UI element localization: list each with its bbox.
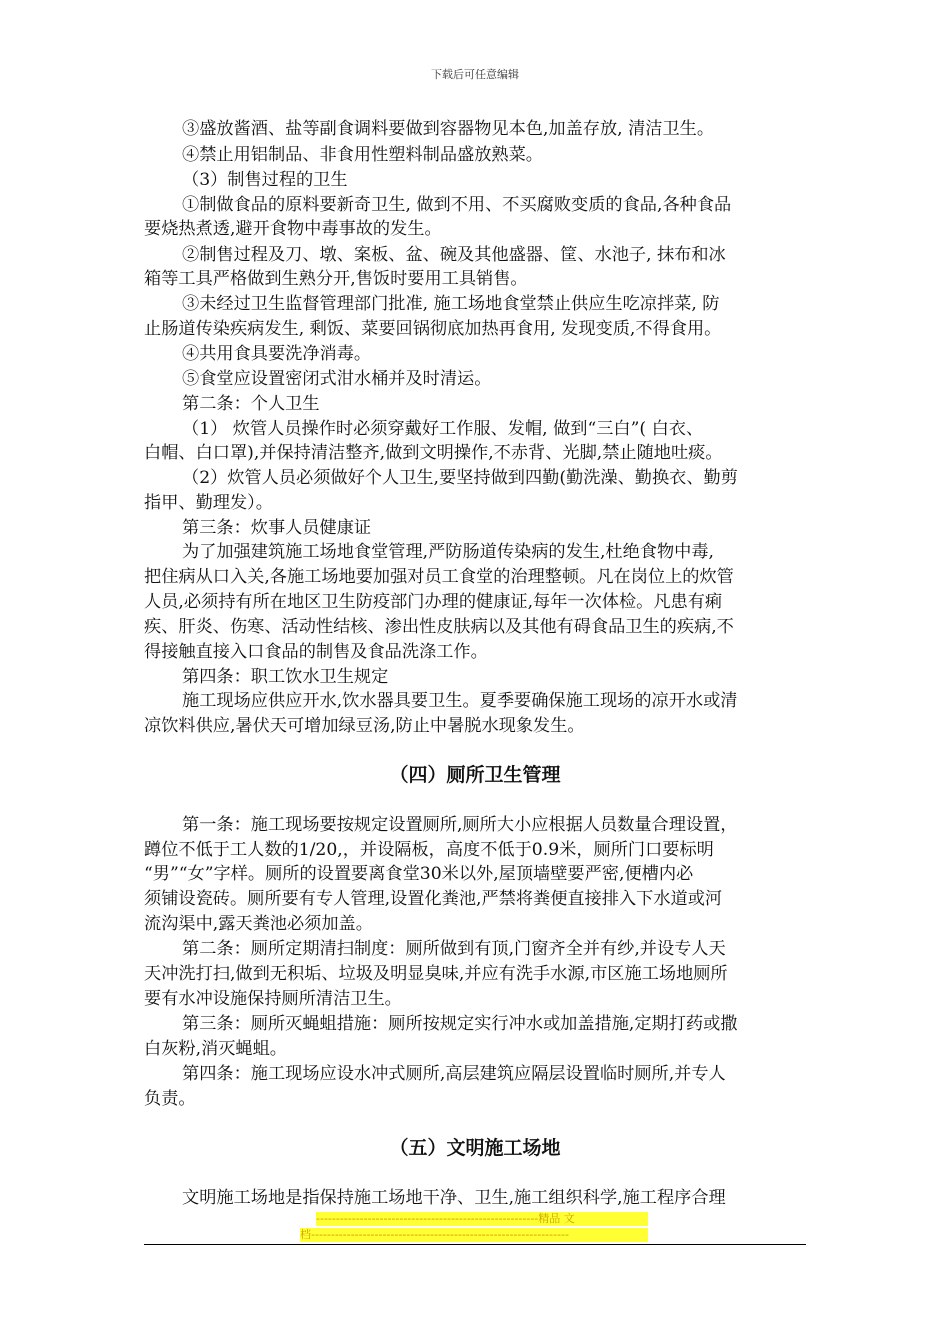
paragraph-line: ④禁止用铝制品、非食用性塑料制品盛放熟菜。 bbox=[182, 145, 543, 165]
paragraph-line: 文明施工场地是指保持施工场地干净、卫生,施工组织科学,施工程序合理 bbox=[182, 1188, 726, 1208]
paragraph-line: ③未经过卫生监督管理部门批准, 施工场地食堂禁止供应生吃凉拌菜, 防 bbox=[182, 294, 720, 314]
paragraph-line: 须铺设瓷砖。厕所要有专人管理,设置化粪池,严禁将粪便直接排入下水道或河 bbox=[144, 889, 723, 909]
paragraph-line: ①制做食品的原料要新奇卫生, 做到不用、不买腐败变质的食品,各种食品 bbox=[182, 195, 732, 215]
section-heading: （五）文明施工场地 bbox=[389, 1137, 561, 1159]
paragraph-line: （3）制售过程的卫生 bbox=[182, 170, 348, 190]
paragraph-line: 为了加强建筑施工场地食堂管理,严防肠道传染病的发生,杜绝食物中毒, bbox=[182, 542, 715, 562]
paragraph-line: 箱等工具严格做到生熟分开,售饭时要用工具销售。 bbox=[144, 269, 528, 289]
paragraph-line: 白灰粉,消灭蝇蛆。 bbox=[144, 1039, 287, 1059]
paragraph-line: ④共用食具要洗净消毒。 bbox=[182, 344, 372, 364]
paragraph-line: ⑤食堂应设置密闭式泔水桶并及时清运。 bbox=[182, 369, 492, 389]
footer-watermark-line-1: --------------------------------------------------------精品 文 bbox=[316, 1212, 648, 1226]
paragraph-line: 指甲、勤理发）。 bbox=[144, 493, 273, 513]
paragraph-line: 得接触直接入口食品的制售及食品洗涤工作。 bbox=[144, 642, 488, 662]
paragraph-line: 白帽、白口罩),并保持清洁整齐,做到文明操作,不赤背、光脚,禁止随地吐痰。 bbox=[144, 443, 723, 463]
page-header: 下载后可任意编辑 bbox=[431, 68, 519, 81]
paragraph-line: 负责。 bbox=[144, 1089, 196, 1109]
paragraph-line: （2）炊管人员必须做好个人卫生,要坚持做到四勤(勤洗澡、勤换衣、勤剪 bbox=[182, 468, 738, 488]
paragraph-line: 第二条：厕所定期清扫制度：厕所做到有顶,门窗齐全并有纱,并设专人天 bbox=[182, 939, 726, 959]
paragraph-line: 要有水冲设施保持厕所清洁卫生。 bbox=[144, 989, 402, 1009]
paragraph-line: 疾、肝炎、伤寒、活动性结核、渗出性皮肤病以及其他有碍食品卫生的疾病,不 bbox=[144, 617, 734, 637]
paragraph-line: 止肠道传染疾病发生, 剩饭、菜要回锅彻底加热再食用, 发现变质,不得食用。 bbox=[144, 319, 722, 339]
paragraph-line: “男”“女”字样。厕所的设置要离食堂30米以外,屋顶墙壁要严密,便槽内必 bbox=[144, 864, 694, 884]
paragraph-line: ③盛放酱酒、盐等副食调料要做到容器物见本色,加盖存放, 清洁卫生。 bbox=[182, 119, 715, 139]
footer-watermark-line-2: 档----------------------------------------------------------------- bbox=[300, 1228, 648, 1242]
paragraph-line: 凉饮料供应,暑伏天可增加绿豆汤,防止中暑脱水现象发生。 bbox=[144, 716, 585, 736]
section-heading: （四）厕所卫生管理 bbox=[389, 764, 561, 786]
paragraph-line: 第三条：炊事人员健康证 bbox=[182, 518, 372, 538]
paragraph-line: 要烧热煮透,避开食物中毒事故的发生。 bbox=[144, 219, 442, 239]
paragraph-line: 第一条：施工现场要按规定设置厕所,厕所大小应根据人员数量合理设置， bbox=[182, 815, 738, 835]
paragraph-line: 人员,必须持有所在地区卫生防疫部门办理的健康证,每年一次体检。凡患有痢 bbox=[144, 592, 723, 612]
paragraph-line: 天冲洗打扫,做到无积垢、垃圾及明显臭味,并应有洗手水源,市区施工场地厕所 bbox=[144, 964, 728, 984]
footer-divider bbox=[144, 1244, 806, 1245]
paragraph-line: ②制售过程及刀、墩、案板、盆、碗及其他盛器、筐、水池子, 抹布和冰 bbox=[182, 245, 726, 265]
paragraph-line: 第二条：个人卫生 bbox=[182, 394, 320, 414]
paragraph-line: 第四条：职工饮水卫生规定 bbox=[182, 667, 389, 687]
paragraph-line: 施工现场应供应开水,饮水器具要卫生。夏季要确保施工现场的凉开水或清 bbox=[182, 691, 738, 711]
paragraph-line: （1） 炊管人员操作时必须穿戴好工作服、发帽, 做到“三白”( 白衣、 bbox=[182, 419, 704, 439]
paragraph-line: 蹲位不低于工人数的1/20,，并设隔板，高度不低于0.9米，厕所门口要标明 bbox=[144, 840, 714, 860]
paragraph-line: 流沟渠中,露天粪池必须加盖。 bbox=[144, 914, 373, 934]
paragraph-line: 第三条：厕所灭蝇蛆措施：厕所按规定实行冲水或加盖措施,定期打药或撒 bbox=[182, 1014, 738, 1034]
paragraph-line: 第四条：施工现场应设水冲式厕所,高层建筑应隔层设置临时厕所,并专人 bbox=[182, 1064, 726, 1084]
paragraph-line: 把住病从口入关,各施工场地要加强对员工食堂的治理整顿。凡在岗位上的炊管 bbox=[144, 567, 734, 587]
